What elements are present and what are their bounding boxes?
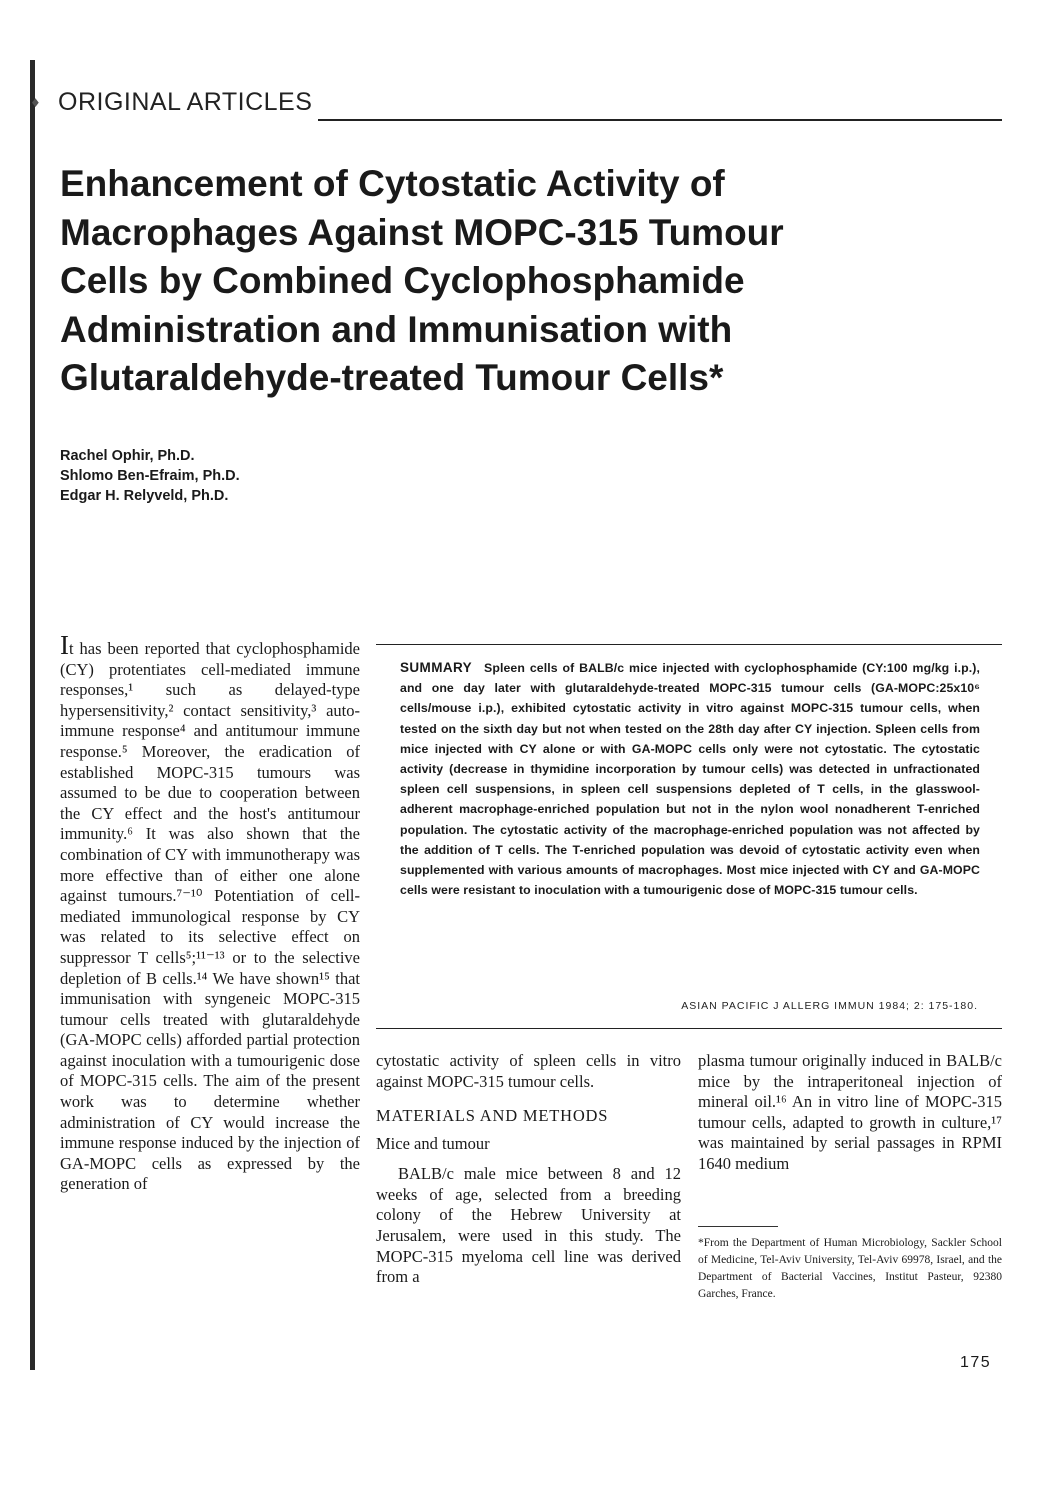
summary-paragraph xyxy=(400,658,980,900)
footnote-rule xyxy=(698,1226,778,1227)
title-line: Enhancement of Cytostatic Activity of xyxy=(60,163,725,204)
summary-box xyxy=(376,644,1002,1029)
section-heading: MATERIALS AND METHODS xyxy=(376,1106,609,1126)
journal-citation: ASIAN PACIFIC J ALLERG IMMUN 1984; 2: 175-180. xyxy=(681,1000,978,1012)
summary-top-rule xyxy=(376,644,1002,645)
title-line: Glutaraldehyde-treated Tumour Cells* xyxy=(60,357,724,398)
section-header xyxy=(40,88,1002,124)
summary-text: Spleen cells of BALB/c mice injected with cyclophosphamide (CY:100 mg/kg i.p.), and one day later with glutaraldehyde-treated MOPC-315 tumour cells (GA-MOPC:25x10⁶ cells/mouse i.p.), exhibited cytostatic activity in vitro against MOPC-315 tumour cells, when tested on the sixth day but not when tested on the 28th day after CY injection. Spleen cells from mice injected with CY alone or with GA-MOPC cells only were not cytostatic. The cytostatic activity (decrease in thymidine incorporation by tumour cells) was detected in unfractionated spleen cell suspensions, in spleen cell suspensions depleted of T cells, in the glasswool-adherent macrophage-enriched population but not in the nylon wool nonadherent T-enriched population. The cytostatic activity of the macrophage-enriched population was not affected by the addition of T cells. The T-enriched population was devoid of cytostatic activity even when supplemented with various amounts of macrophages. Most mice injected with CY and GA-MOPC cells were resistant to inoculation with a tumourigenic dose of MOPC-315 tumour cells. xyxy=(400,661,980,898)
title-line: Macrophages Against MOPC-315 Tumour xyxy=(60,211,784,253)
methods-paragraph: BALB/c male mice between 8 and 12 weeks of age, selected from a breeding colony of the Hebrew University at Jerusalem, were used in this study. The MOPC-315 myeloma cell line was derived from a xyxy=(376,1164,681,1287)
third-column xyxy=(698,1051,1002,1175)
continuation-paragraph: cytostatic activity of spleen cells in vitro against MOPC-315 tumour cells. xyxy=(376,1051,681,1091)
footnote-text: *From the Department of Human Microbiology, Sackler School of Medicine, Tel-Aviv University, Tel-Aviv 69978, Israel, and the Department of Bacterial Vaccines, Institut Pasteur, 92380 Garches, France. xyxy=(698,1237,1002,1300)
drop-cap: I xyxy=(60,630,69,660)
summary-label: SUMMARY xyxy=(400,660,473,675)
title-line: Cells by Combined Cyclophosphamide xyxy=(60,260,745,301)
title-line: Administration and Immunisation with xyxy=(60,308,733,350)
scan-margin-edge xyxy=(30,60,35,1370)
margin-bullet: ♦ xyxy=(30,96,41,110)
intro-text: t has been reported that cyclophosphamide (CY) protentiates cell-mediated immune responses,¹ such as delayed-type hypersensitivity,² contact sensitivity,³ auto-immune response⁴ and antitumour immune response.⁵ Moreover, the eradication of established MOPC-315 tumours was assumed to be due to cooperation between the CY effect and the host's antitumour immunity.⁶ It was also shown that the combination of CY with immunotherapy was more effective than of either one alone against tumours.⁷⁻¹⁰ Potentiation of cell-mediated immunological response by CY was related to its selective effect on suppressor T cells⁵;¹¹⁻¹³ or to the selective depletion of B cells.¹⁴ We have shown¹⁵ that immunisation with syngeneic MOPC-315 tumour cells treated with glutaraldehyde (GA-MOPC cells) afforded partial protection against inoculation with a tumourigenic dose of MOPC-315 cells. The aim of the present work was to determine whether administration of CY would increase the immune response induced by the injection of GA-MOPC cells as expressed by the generation of xyxy=(60,639,360,1194)
author: Edgar H. Relyveld, Ph.D. xyxy=(60,488,229,504)
summary-bottom-rule xyxy=(376,1028,1002,1029)
section-label: ORIGINAL ARTICLES xyxy=(58,88,313,116)
section-rule xyxy=(318,119,1002,121)
second-column xyxy=(376,1051,681,1288)
author: Shlomo Ben-Efraim, Ph.D. xyxy=(60,468,240,484)
author: Rachel Ophir, Ph.D. xyxy=(60,448,195,464)
methods-continuation: plasma tumour originally induced in BALB/c mice by the intraperitoneal injection of mineral oil.¹⁶ An in vitro line of MOPC-315 tumour cells, adapted to growth in culture,¹⁷ was maintained by serial passages in RPMI 1640 medium xyxy=(698,1051,1002,1173)
intro-column xyxy=(60,630,360,1195)
author-list xyxy=(60,446,240,506)
subsection-heading: Mice and tumour xyxy=(376,1134,490,1154)
intro-paragraph xyxy=(60,630,360,1195)
article-title xyxy=(60,160,940,403)
footnote xyxy=(698,1226,1002,1303)
page-number: 175 xyxy=(960,1354,992,1371)
